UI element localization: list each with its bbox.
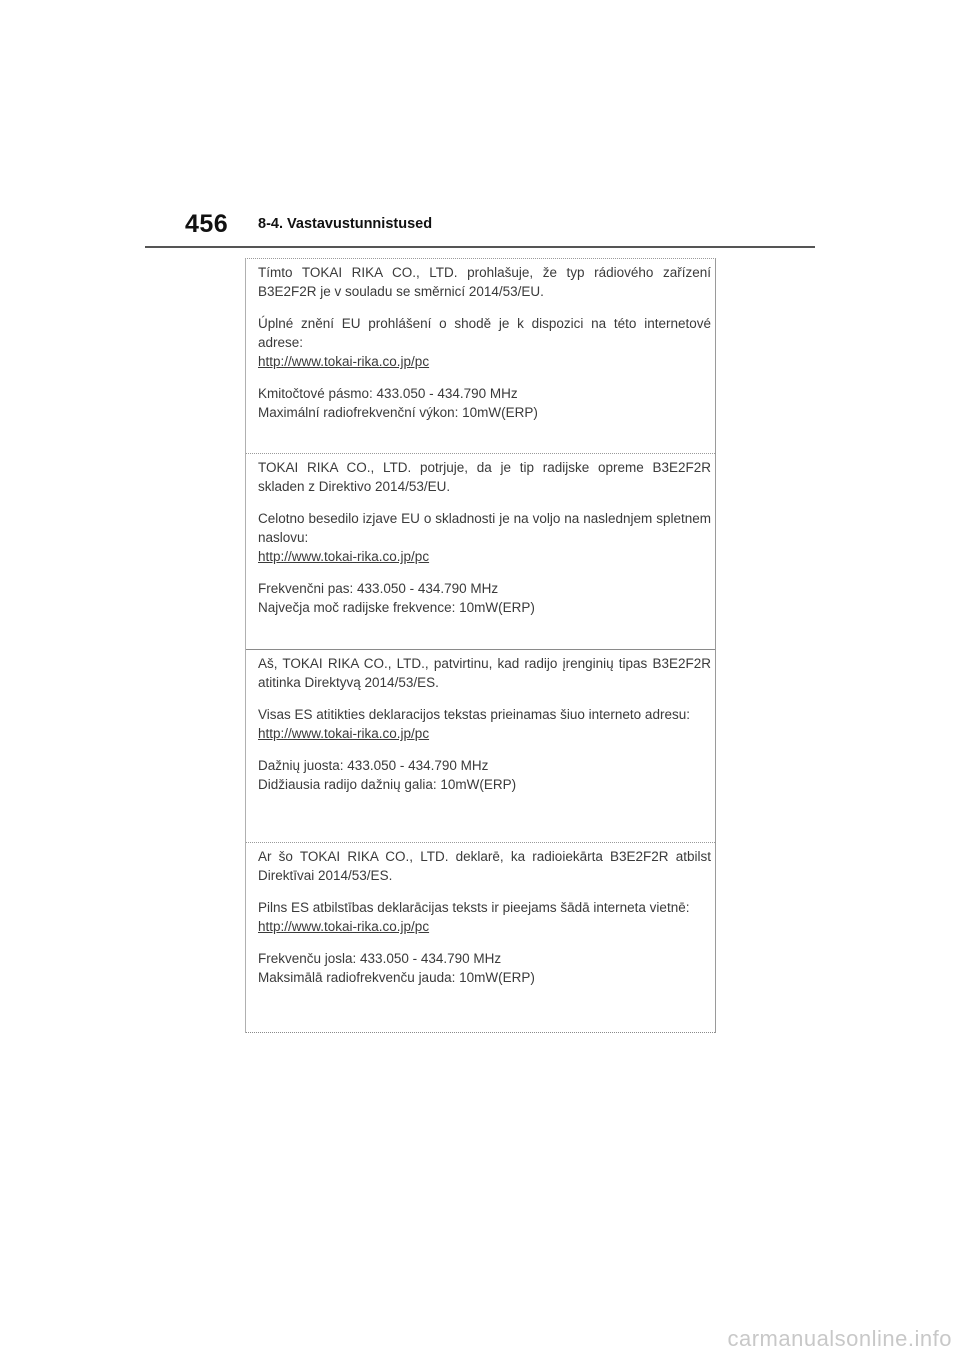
declaration-statement: Aš, TOKAI RIKA CO., LTD., patvirtinu, kad radijo įrenginių tipas B3E2F2R atitinka Direktyvą 2014/53/ES. [258,656,711,690]
frequency-band: Frekvenču josla: 433.050 - 434.790 MHz [258,951,502,966]
full-text-intro: Celotno besedilo izjave EU o skladnosti je na voljo na naslednjem spletnem naslovu: [258,511,711,545]
declaration-latvian [246,843,715,1033]
full-text-intro: Pilns ES atbilstības deklarācijas teksts ir pieejams šādā interneta vietnē: [258,900,690,915]
declaration-czech [246,259,715,454]
full-text-intro: Úplné znění EU prohlášení o shodě je k dispozici na této internetové adrese: [258,316,711,350]
section-title: 8-4. Vastavustunnistused [258,216,433,232]
page-header [145,210,815,248]
declaration-lithuanian [246,650,715,843]
site-watermark: carmanualsonline.info [727,1326,952,1351]
frequency-band: Dažnių juosta: 433.050 - 434.790 MHz [258,758,489,773]
declaration-url-link[interactable]: http://www.tokai-rika.co.jp/pc [258,726,430,741]
frequency-band: Kmitočtové pásmo: 433.050 - 434.790 MHz [258,386,518,401]
declaration-url-link[interactable]: http://www.tokai-rika.co.jp/pc [258,919,430,934]
max-power: Največja moč radijske frekvence: 10mW(ERP) [258,600,535,615]
max-power: Maksimālā radiofrekvenču jauda: 10mW(ERP) [258,970,535,985]
declaration-slovenian [246,454,715,650]
page-number: 456 [185,210,229,238]
frequency-band: Frekvenčni pas: 433.050 - 434.790 MHz [258,581,499,596]
max-power: Maximální radiofrekvenční výkon: 10mW(ERP) [258,405,538,420]
full-text-intro: Visas ES atitikties deklaracijos tekstas prieinamas šiuo interneto adresu: [258,707,690,722]
declaration-url-link[interactable]: http://www.tokai-rika.co.jp/pc [258,354,430,369]
max-power: Didžiausia radijo dažnių galia: 10mW(ERP) [258,777,517,792]
declaration-statement: TOKAI RIKA CO., LTD. potrjuje, da je tip radijske opreme B3E2F2R skladen z Direktivo 2014/53/EU. [258,460,711,494]
declaration-url-link[interactable]: http://www.tokai-rika.co.jp/pc [258,549,430,564]
declaration-statement: Ar šo TOKAI RIKA CO., LTD. deklarē, ka radioiekārta B3E2F2R atbilst Direktīvai 2014/53/ES. [258,849,711,883]
declaration-statement: Tímto TOKAI RIKA CO., LTD. prohlašuje, že typ rádiového zařízení B3E2F2R je v souladu se směrnicí 2014/53/EU. [258,265,711,299]
declarations-box [245,258,716,1033]
